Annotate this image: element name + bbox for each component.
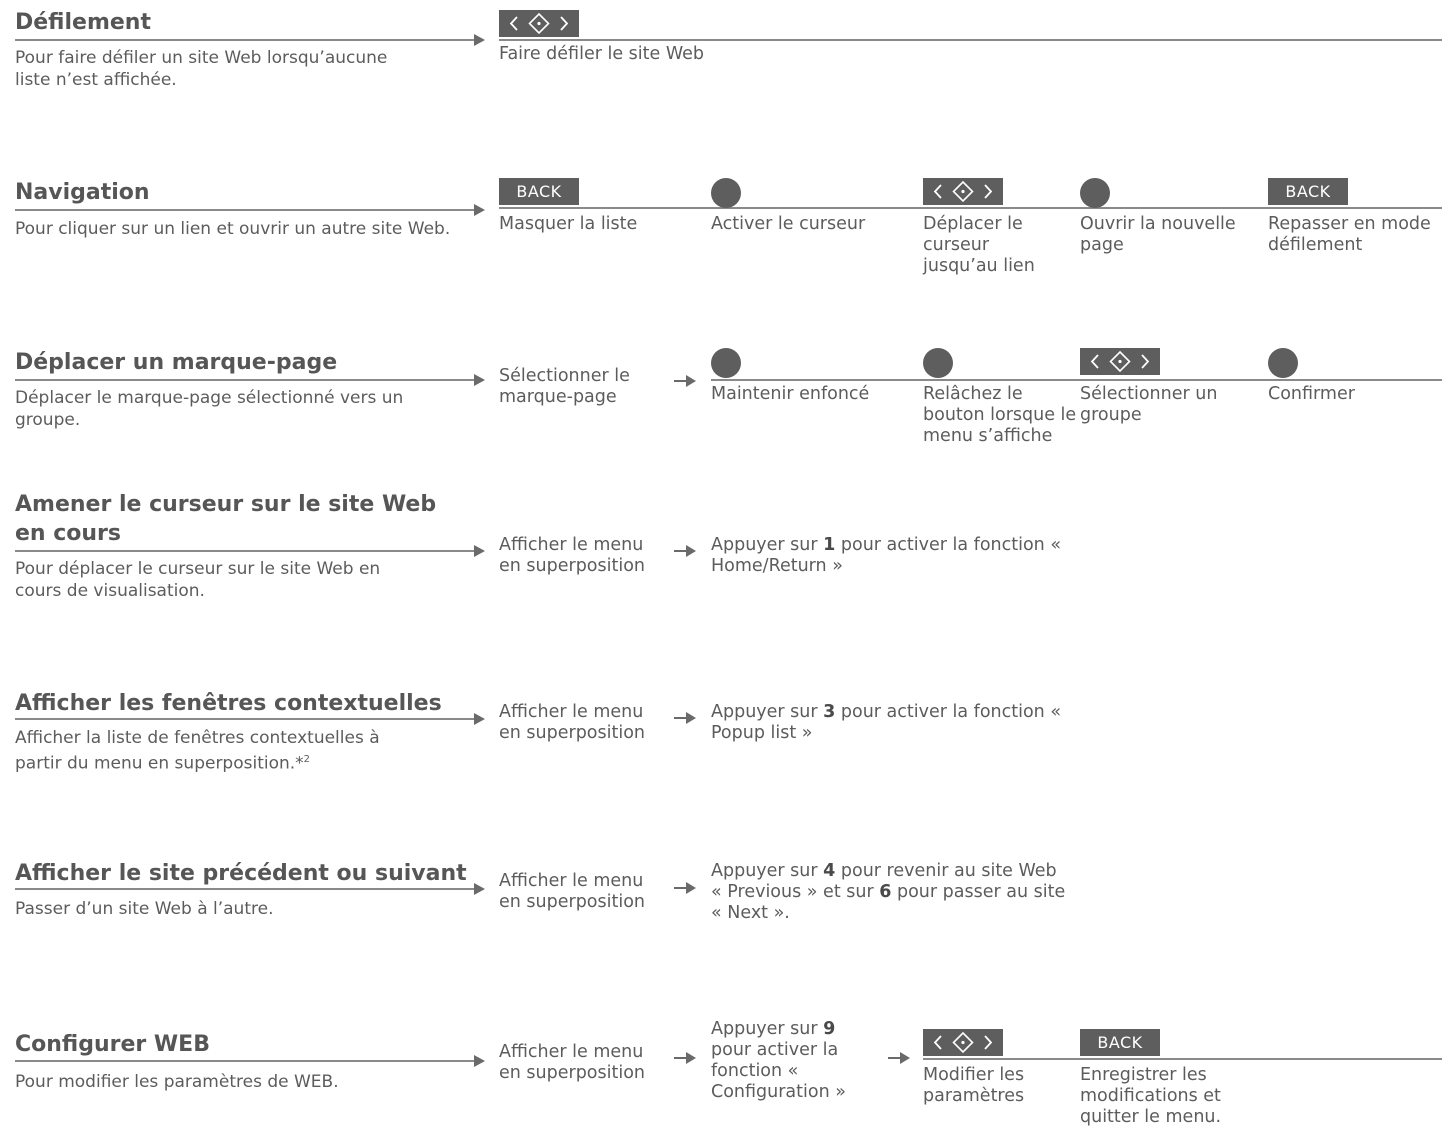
step-text: Sélectionner le marque-page [499, 366, 630, 407]
section-description: Pour modifier les paramètres de WEB. [15, 1072, 339, 1092]
section-description: Pour déplacer le curseur sur le site Web en cours de visualisation. [15, 559, 381, 601]
section-description: Déplacer le marque-page sélectionné vers un groupe. [15, 388, 404, 430]
step-text: Afficher le menu en superposition [499, 535, 646, 576]
arrow-right-icon [474, 1055, 485, 1067]
step-text: Confirmer [1268, 384, 1355, 404]
step-text: Activer le curseur [711, 214, 866, 234]
step-text: Appuyer sur 9 pour activer la fonction « Configuration » [711, 1019, 846, 1102]
section-divider [15, 1060, 475, 1062]
section-divider [15, 39, 475, 41]
navigate-button-icon [1080, 348, 1160, 375]
arrow-right-icon [474, 883, 485, 895]
section-divider [15, 718, 475, 720]
steps-line [499, 39, 1442, 41]
arrow-right-icon [674, 882, 696, 894]
step-text: Ouvrir la nouvelle page [1080, 214, 1236, 255]
back-button-icon: BACK [1268, 178, 1348, 205]
section-title-bring-cursor: Amener le curseur sur le site Web en cours [15, 492, 437, 546]
section-divider [15, 379, 475, 381]
section-description: Afficher la liste de fenêtres contextuelles à partir du menu en superposition.*$^2$ [15, 728, 380, 774]
section-divider [15, 550, 475, 552]
section-title-navigation: Navigation [15, 180, 150, 205]
step-text: Repasser en mode défilement [1268, 214, 1431, 255]
steps-line [923, 1058, 1442, 1060]
navigate-button-icon [923, 1029, 1003, 1056]
section-title-popups: Afficher les fenêtres contextuelles [15, 691, 442, 716]
center-button-icon [923, 348, 953, 378]
arrow-right-icon [474, 204, 485, 216]
step-text: Afficher le menu en superposition [499, 1042, 646, 1083]
back-button-icon: BACK [499, 178, 579, 205]
center-button-icon [1268, 348, 1298, 378]
arrow-right-icon [674, 375, 696, 387]
center-button-icon [1080, 178, 1110, 208]
back-button-icon: BACK [1080, 1029, 1160, 1056]
arrow-right-icon [474, 34, 485, 46]
section-divider [15, 209, 475, 211]
step-text: Maintenir enfoncé [711, 384, 870, 404]
step-text: Enregistrer les modifications et quitter le menu. [1080, 1065, 1222, 1127]
steps-line [499, 207, 1442, 209]
section-title-previous-next: Afficher le site précédent ou suivant [15, 861, 467, 886]
arrow-right-icon [474, 374, 485, 386]
step-text: Appuyer sur 4 pour revenir au site Web « Previous » et sur 6 pour passer au site « Next ». [711, 861, 1066, 923]
step-text: Afficher le menu en superposition [499, 702, 646, 743]
step-text: Modifier les paramètres [923, 1065, 1025, 1106]
step-text: Appuyer sur 1 pour activer la fonction « Home/Return » [711, 535, 1062, 576]
step-text: Appuyer sur 3 pour activer la fonction « Popup list » [711, 702, 1062, 743]
center-button-icon [711, 178, 741, 208]
arrow-right-icon [674, 712, 696, 724]
section-description: Pour faire défiler un site Web lorsqu’aucune liste n’est affichée. [15, 48, 388, 90]
step-text: Masquer la liste [499, 214, 638, 234]
arrow-right-icon [474, 545, 485, 557]
step-text: Relâchez le bouton lorsque le menu s’affiche [923, 384, 1077, 446]
section-divider [15, 888, 475, 890]
step-text: Déplacer le curseur jusqu’au lien [923, 214, 1035, 276]
center-button-icon [711, 348, 741, 378]
arrow-right-icon [474, 713, 485, 725]
section-title-move-bookmark: Déplacer un marque-page [15, 350, 338, 375]
section-description: Passer d’un site Web à l’autre. [15, 899, 274, 919]
arrow-right-icon [674, 1052, 696, 1064]
navigate-button-icon [499, 10, 579, 37]
navigate-button-icon [923, 178, 1003, 205]
step-text: Sélectionner un groupe [1080, 384, 1218, 425]
steps-line [711, 379, 1442, 381]
arrow-right-icon [674, 545, 696, 557]
step-text: Faire défiler le site Web [499, 44, 704, 64]
arrow-right-icon [888, 1052, 910, 1064]
section-title-scrolling: Défilement [15, 10, 151, 35]
step-text: Afficher le menu en superposition [499, 871, 646, 912]
section-description: Pour cliquer sur un lien et ouvrir un autre site Web. [15, 219, 451, 239]
section-title-configure-web: Configurer WEB [15, 1032, 210, 1057]
